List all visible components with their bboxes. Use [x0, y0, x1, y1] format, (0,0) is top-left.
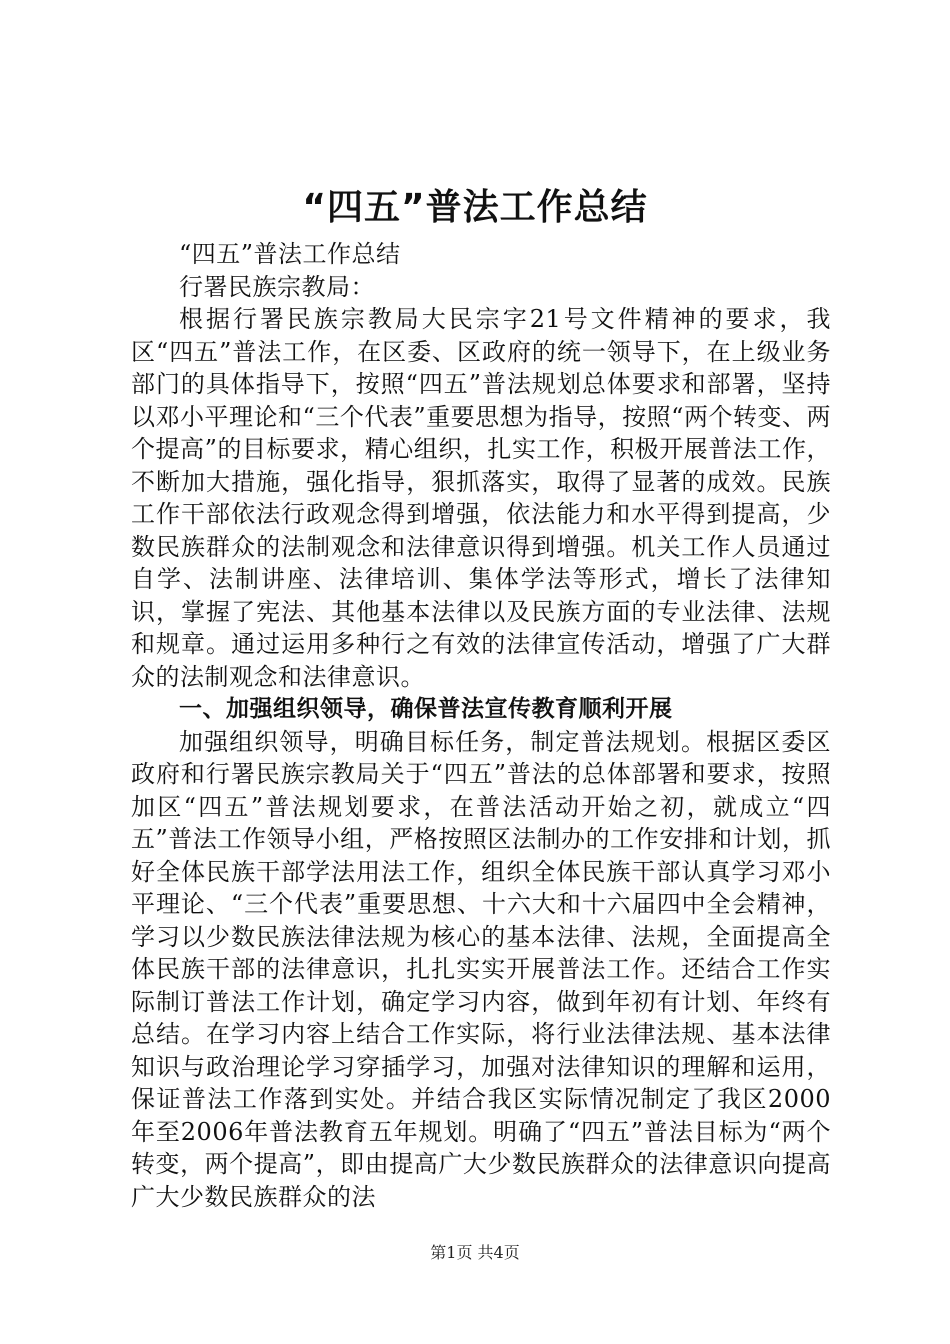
salutation: 行署民族宗教局：	[179, 272, 375, 301]
section-heading-1: 一、加强组织领导，确保普法宣传教育顺利开展	[179, 696, 673, 722]
document-subtitle: “四五”普法工作总结	[179, 240, 401, 268]
document-title: “四五”普法工作总结	[302, 187, 648, 228]
document-body	[131, 238, 831, 1213]
page-footer: 第1页 共4页	[430, 1243, 520, 1262]
paragraph-intro: 根据行署民族宗教局大民宗字21号文件精神的要求，我区“四五”普法工作，在区委、区政府的统一领导下，在上级业务部门的具体指导下，按照“四五”普法规划总体要求和部署，坚持以邓小平理论和“三个代表”重要思想为指导，按照“两个转变、两个提高”的目标要求，精心组织，扎实工作，积极开展普法工作，不断加大措施，强化指导，狠抓落实，取得了显著的成效。民族工作干部依法行政观念得到增强，依法能力和水平得到提高，少数民族群众的法制观念和法律意识得到增强。机关工作人员通过自学、法制讲座、法律培训、集体学法等形式，增长了法律知识，掌握了宪法、其他基本法律以及民族方面的专业法律、法规和规章。通过运用多种行之有效的法律宣传活动，增强了广大群众的法制观念和法律意识。	[131, 305, 831, 691]
paragraph-section-1: 加强组织领导，明确目标任务，制定普法规划。根据区委区政府和行署民族宗教局关于“四五”普法的总体部署和要求，按照加区“四五”普法规划要求，在普法活动开始之初，就成立“四五”普法工作领导小组，严格按照区法制办的工作安排和计划，抓好全体民族干部学法用法工作，组织全体民族干部认真学习邓小平理论、“三个代表”重要思想、十六大和十六届四中全会精神，学习以少数民族法律法规为核心的基本法律、法规，全面提高全体民族干部的法律意识，扎扎实实开展普法工作。还结合工作实际制订普法工作计划，确定学习内容，做到年初有计划、年终有总结。在学习内容上结合工作实际，将行业法律法规、基本法律知识与政治理论学习穿插学习，加强对法律知识的理解和运用，保证普法工作落到实处。并结合我区实际情况制定了我区2000年至2006年普法教育五年规划。明确了“四五”普法目标为“两个转变，两个提高”，即由提高广大少数民族群众的法律意识向提高广大少数民族群众的法	[131, 727, 831, 1211]
